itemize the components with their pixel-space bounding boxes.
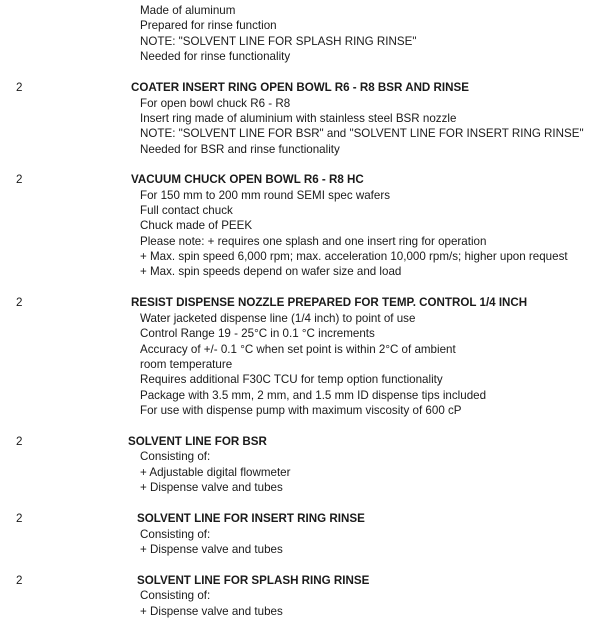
item-detail-line: + Max. spin speed 6,000 rpm; max. acceleration 10,000 rpm/s; higher upon request: [140, 250, 568, 263]
item-detail-line: + Dispense valve and tubes: [140, 481, 283, 494]
item-title: VACUUM CHUCK OPEN BOWL R6 - R8 HC: [131, 173, 364, 186]
item-title: SOLVENT LINE FOR BSR: [128, 435, 267, 448]
item-detail-line: Requires additional F30C TCU for temp option functionality: [140, 373, 443, 386]
intro-line: NOTE: "SOLVENT LINE FOR SPLASH RING RINSE": [140, 35, 417, 48]
item-detail-line: For open bowl chuck R6 - R8: [140, 97, 291, 110]
item-detail-line: + Max. spin speeds depend on wafer size and load: [140, 265, 402, 278]
item-detail-line: Control Range 19 - 25°C in 0.1 °C increments: [140, 327, 375, 340]
item-detail-line: Please note: + requires one splash and one insert ring for operation: [140, 235, 487, 248]
intro-line: Needed for rinse functionality: [140, 50, 291, 63]
item-detail-line: Consisting of:: [140, 528, 211, 541]
item-quantity: 2: [16, 173, 23, 186]
item-quantity: 2: [16, 81, 23, 94]
item-detail-line: Chuck made of PEEK: [140, 219, 253, 232]
item-detail-line: room temperature: [140, 358, 233, 371]
item-detail-line: Full contact chuck: [140, 204, 233, 217]
item-detail-line: Water jacketed dispense line (1/4 inch) to point of use: [140, 312, 416, 325]
intro-line: Made of aluminum: [140, 4, 236, 17]
item-quantity: 2: [16, 296, 23, 309]
item-detail-line: + Dispense valve and tubes: [140, 543, 283, 556]
intro-line: Prepared for rinse function: [140, 19, 277, 32]
item-title: SOLVENT LINE FOR INSERT RING RINSE: [137, 512, 365, 525]
item-quantity: 2: [16, 512, 23, 525]
item-detail-line: For use with dispense pump with maximum viscosity of 600 cP: [140, 404, 462, 417]
item-title: SOLVENT LINE FOR SPLASH RING RINSE: [137, 574, 370, 587]
item-quantity: 2: [16, 574, 23, 587]
item-title: COATER INSERT RING OPEN BOWL R6 - R8 BSR AND RINSE: [131, 81, 469, 94]
item-detail-line: For 150 mm to 200 mm round SEMI spec wafers: [140, 189, 391, 202]
item-detail-line: + Dispense valve and tubes: [140, 605, 283, 618]
item-title: RESIST DISPENSE NOZZLE PREPARED FOR TEMP. CONTROL 1/4 INCH: [131, 296, 528, 309]
item-detail-line: Package with 3.5 mm, 2 mm, and 1.5 mm ID dispense tips included: [140, 389, 487, 402]
item-detail-line: + Adjustable digital flowmeter: [140, 466, 291, 479]
item-detail-line: Insert ring made of aluminium with stainless steel BSR nozzle: [140, 112, 457, 125]
item-detail-line: Consisting of:: [140, 589, 211, 602]
item-detail-line: Needed for BSR and rinse functionality: [140, 143, 340, 156]
item-detail-line: NOTE: "SOLVENT LINE FOR BSR" and "SOLVENT LINE FOR INSERT RING RINSE": [140, 127, 584, 140]
item-detail-line: Accuracy of +/- 0.1 °C when set point is within 2°C of ambient: [140, 343, 456, 356]
item-quantity: 2: [16, 435, 23, 448]
item-detail-line: Consisting of:: [140, 450, 211, 463]
